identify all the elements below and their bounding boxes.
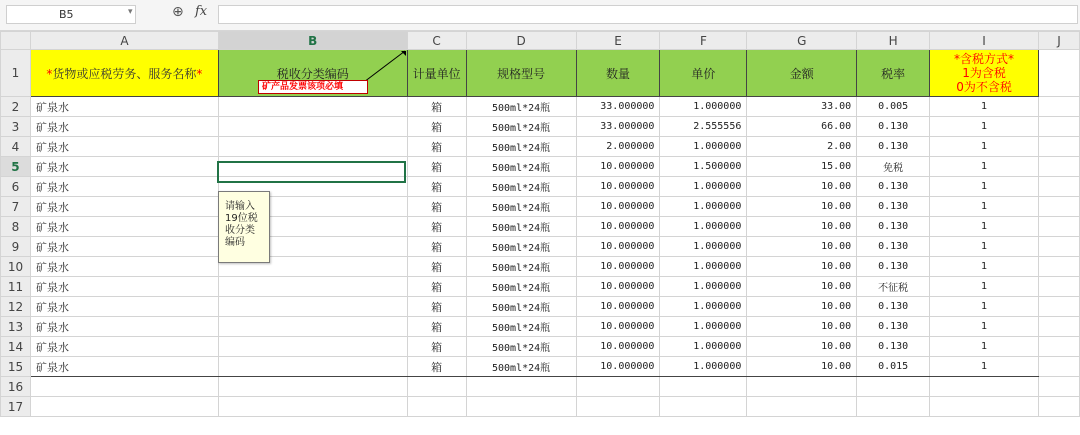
empty-cell[interactable] bbox=[747, 377, 857, 397]
cell-e[interactable]: 10.000000 bbox=[576, 237, 660, 257]
cell-f[interactable]: 1.000000 bbox=[660, 317, 747, 337]
cell-a[interactable]: 矿泉水 bbox=[30, 97, 218, 117]
cell-d[interactable]: 500ml*24瓶 bbox=[466, 317, 576, 337]
cell-c[interactable]: 箱 bbox=[407, 117, 466, 137]
tax-mode-line3: 0为不含税 bbox=[956, 80, 1012, 94]
empty-cell[interactable] bbox=[930, 377, 1039, 397]
cell-i[interactable]: 1 bbox=[930, 277, 1039, 297]
cell-d[interactable]: 500ml*24瓶 bbox=[466, 157, 576, 177]
empty-cell[interactable] bbox=[1038, 117, 1079, 137]
row-header[interactable]: 15 bbox=[1, 357, 31, 377]
required-mark: * bbox=[196, 66, 203, 81]
cell-f[interactable]: 1.000000 bbox=[660, 257, 747, 277]
cell-i[interactable]: 1 bbox=[930, 237, 1039, 257]
cell-d[interactable]: 500ml*24瓶 bbox=[466, 197, 576, 217]
empty-cell[interactable] bbox=[857, 397, 930, 417]
empty-cell[interactable] bbox=[1038, 217, 1079, 237]
cell-c[interactable]: 箱 bbox=[407, 177, 466, 197]
cell-d[interactable]: 500ml*24瓶 bbox=[466, 217, 576, 237]
cell-f[interactable]: 1.000000 bbox=[660, 277, 747, 297]
cell-f[interactable]: 1.000000 bbox=[660, 297, 747, 317]
cell-i[interactable]: 1 bbox=[930, 117, 1039, 137]
cell-d[interactable]: 500ml*24瓶 bbox=[466, 177, 576, 197]
formula-bar bbox=[0, 0, 1080, 31]
empty-cell[interactable] bbox=[857, 377, 930, 397]
fx-icon[interactable]: fx bbox=[195, 4, 208, 19]
cell-e[interactable]: 10.000000 bbox=[576, 217, 660, 237]
cell-c[interactable]: 箱 bbox=[407, 357, 466, 377]
cell-i[interactable]: 1 bbox=[930, 257, 1039, 277]
cell-h[interactable]: 0.130 bbox=[857, 297, 930, 317]
cell-g[interactable]: 10.00 bbox=[747, 217, 857, 237]
comment-line: 19位税 bbox=[225, 213, 258, 224]
empty-cell[interactable] bbox=[30, 397, 218, 417]
empty-cell[interactable] bbox=[1038, 277, 1079, 297]
header-cell-price[interactable]: 单价 bbox=[660, 50, 747, 97]
cell-e[interactable]: 10.000000 bbox=[576, 297, 660, 317]
cell-i[interactable]: 1 bbox=[930, 317, 1039, 337]
cell-g[interactable]: 10.00 bbox=[747, 197, 857, 217]
cell-h[interactable]: 0.130 bbox=[857, 257, 930, 277]
cell-g[interactable]: 10.00 bbox=[747, 357, 857, 377]
cell-g[interactable]: 10.00 bbox=[747, 337, 857, 357]
cell-f[interactable]: 1.000000 bbox=[660, 137, 747, 157]
cell-f[interactable]: 1.000000 bbox=[660, 197, 747, 217]
cell-e[interactable]: 33.000000 bbox=[576, 117, 660, 137]
cell-f[interactable]: 1.500000 bbox=[660, 157, 747, 177]
row-header[interactable]: 5 bbox=[1, 157, 31, 177]
empty-cell[interactable] bbox=[1038, 97, 1079, 117]
row-header[interactable]: 1 bbox=[1, 50, 31, 97]
cell-i[interactable]: 1 bbox=[930, 217, 1039, 237]
cell-i[interactable]: 1 bbox=[930, 157, 1039, 177]
cell-h[interactable]: 0.130 bbox=[857, 337, 930, 357]
column-header-f[interactable]: F bbox=[660, 32, 747, 50]
empty-cell[interactable] bbox=[407, 377, 466, 397]
name-box-value: B5 bbox=[59, 8, 74, 21]
required-mark: * bbox=[46, 66, 53, 81]
cell-a[interactable]: 矿泉水 bbox=[30, 237, 218, 257]
cell-e[interactable]: 10.000000 bbox=[576, 257, 660, 277]
column-header-g[interactable]: G bbox=[747, 32, 857, 50]
select-all-corner[interactable] bbox=[1, 32, 31, 50]
row-header[interactable]: 12 bbox=[1, 297, 31, 317]
cell-b[interactable] bbox=[218, 337, 407, 357]
cell-comment-note bbox=[218, 191, 270, 263]
cell-e[interactable]: 10.000000 bbox=[576, 337, 660, 357]
cell-c[interactable]: 箱 bbox=[407, 197, 466, 217]
empty-cell[interactable] bbox=[660, 377, 747, 397]
empty-cell[interactable] bbox=[1038, 317, 1079, 337]
cell-a[interactable]: 矿泉水 bbox=[30, 317, 218, 337]
cell-f[interactable]: 1.000000 bbox=[660, 237, 747, 257]
cell-a[interactable]: 矿泉水 bbox=[30, 217, 218, 237]
spreadsheet-grid bbox=[0, 31, 1080, 417]
empty-cell[interactable] bbox=[1038, 397, 1079, 417]
comment-line: 编码 bbox=[225, 237, 245, 248]
cell-i[interactable]: 1 bbox=[930, 97, 1039, 117]
cell-d[interactable]: 500ml*24瓶 bbox=[466, 257, 576, 277]
empty-cell[interactable] bbox=[1038, 357, 1079, 377]
required-tag: 矿产品发票该项必填 bbox=[258, 80, 368, 94]
cell-d[interactable]: 500ml*24瓶 bbox=[466, 117, 576, 137]
cell-c[interactable]: 箱 bbox=[407, 157, 466, 177]
cell-c[interactable]: 箱 bbox=[407, 97, 466, 117]
cell-h[interactable]: 不征税 bbox=[857, 277, 930, 297]
row-header[interactable]: 3 bbox=[1, 117, 31, 137]
empty-cell[interactable] bbox=[407, 397, 466, 417]
cell-b[interactable] bbox=[218, 317, 407, 337]
cell-d[interactable]: 500ml*24瓶 bbox=[466, 237, 576, 257]
cell-i[interactable]: 1 bbox=[930, 357, 1039, 377]
cell-g[interactable]: 66.00 bbox=[747, 117, 857, 137]
row-header[interactable]: 11 bbox=[1, 277, 31, 297]
cell-e[interactable]: 10.000000 bbox=[576, 357, 660, 377]
cell-b[interactable] bbox=[218, 277, 407, 297]
cell-a[interactable]: 矿泉水 bbox=[30, 337, 218, 357]
header-cell-unit[interactable]: 计量单位 bbox=[407, 50, 466, 97]
cell-g[interactable]: 15.00 bbox=[747, 157, 857, 177]
empty-cell[interactable] bbox=[1038, 50, 1079, 97]
column-header-a[interactable]: A bbox=[30, 32, 218, 50]
cell-a[interactable]: 矿泉水 bbox=[30, 117, 218, 137]
row-header[interactable]: 8 bbox=[1, 217, 31, 237]
cell-i[interactable]: 1 bbox=[930, 337, 1039, 357]
empty-cell[interactable] bbox=[930, 397, 1039, 417]
tax-mode-line1: *含税方式* bbox=[954, 52, 1015, 66]
empty-cell[interactable] bbox=[1038, 297, 1079, 317]
cell-h[interactable]: 0.130 bbox=[857, 237, 930, 257]
cell-a[interactable]: 矿泉水 bbox=[30, 257, 218, 277]
cell-e[interactable]: 10.000000 bbox=[576, 317, 660, 337]
cell-g[interactable]: 2.00 bbox=[747, 137, 857, 157]
empty-cell[interactable] bbox=[660, 397, 747, 417]
cell-h[interactable]: 0.005 bbox=[857, 97, 930, 117]
cell-g[interactable]: 10.00 bbox=[747, 277, 857, 297]
cell-c[interactable]: 箱 bbox=[407, 317, 466, 337]
cell-c[interactable]: 箱 bbox=[407, 337, 466, 357]
row-header[interactable]: 16 bbox=[1, 377, 31, 397]
cell-b[interactable] bbox=[218, 117, 407, 137]
cell-a[interactable]: 矿泉水 bbox=[30, 177, 218, 197]
cell-c[interactable]: 箱 bbox=[407, 217, 466, 237]
header-cell-tax-rate[interactable]: 税率 bbox=[857, 50, 930, 97]
column-header-e[interactable]: E bbox=[576, 32, 660, 50]
empty-cell[interactable] bbox=[466, 397, 576, 417]
cell-f[interactable]: 1.000000 bbox=[660, 337, 747, 357]
empty-cell[interactable] bbox=[466, 377, 576, 397]
cell-h[interactable]: 0.130 bbox=[857, 177, 930, 197]
empty-cell[interactable] bbox=[1038, 257, 1079, 277]
cell-g[interactable]: 10.00 bbox=[747, 237, 857, 257]
cell-b[interactable] bbox=[218, 157, 407, 177]
cell-f[interactable]: 1.000000 bbox=[660, 217, 747, 237]
zoom-icon[interactable]: ⊕ bbox=[172, 4, 184, 20]
cell-c[interactable]: 箱 bbox=[407, 137, 466, 157]
cell-h[interactable]: 免税 bbox=[857, 157, 930, 177]
cell-h[interactable]: 0.130 bbox=[857, 197, 930, 217]
header-cell-spec[interactable]: 规格型号 bbox=[466, 50, 576, 97]
cell-h[interactable]: 0.130 bbox=[857, 137, 930, 157]
cell-c[interactable]: 箱 bbox=[407, 297, 466, 317]
cell-g[interactable]: 10.00 bbox=[747, 177, 857, 197]
empty-cell[interactable] bbox=[218, 397, 407, 417]
comment-line: 收分类 bbox=[225, 225, 255, 236]
empty-cell[interactable] bbox=[1038, 157, 1079, 177]
cell-c[interactable]: 箱 bbox=[407, 257, 466, 277]
cell-b[interactable] bbox=[218, 357, 407, 377]
empty-cell[interactable] bbox=[576, 397, 660, 417]
cell-d[interactable]: 500ml*24瓶 bbox=[466, 97, 576, 117]
cell-i[interactable]: 1 bbox=[930, 197, 1039, 217]
row-header[interactable]: 9 bbox=[1, 237, 31, 257]
header-cell-quantity[interactable]: 数量 bbox=[576, 50, 660, 97]
cell-f[interactable]: 1.000000 bbox=[660, 177, 747, 197]
cell-i[interactable]: 1 bbox=[930, 137, 1039, 157]
header-cell-name[interactable] bbox=[30, 50, 218, 97]
cell-a[interactable]: 矿泉水 bbox=[30, 297, 218, 317]
tax-mode-line2: 1为含税 bbox=[962, 66, 1006, 80]
cell-a[interactable]: 矿泉水 bbox=[30, 157, 218, 177]
cell-h[interactable]: 0.130 bbox=[857, 217, 930, 237]
header-tax-code-label: 税收分类编码 bbox=[276, 66, 349, 81]
cell-g[interactable]: 10.00 bbox=[747, 257, 857, 277]
header-name-label: 货物或应税劳务、服务名称 bbox=[52, 66, 197, 81]
empty-cell[interactable] bbox=[576, 377, 660, 397]
cell-e[interactable]: 10.000000 bbox=[576, 157, 660, 177]
cell-f[interactable]: 1.000000 bbox=[660, 97, 747, 117]
name-box[interactable] bbox=[6, 5, 136, 24]
column-header-h[interactable]: H bbox=[857, 32, 930, 50]
column-header-b[interactable]: B bbox=[218, 32, 407, 50]
cell-e[interactable]: 10.000000 bbox=[576, 177, 660, 197]
cell-a[interactable]: 矿泉水 bbox=[30, 357, 218, 377]
cell-b[interactable] bbox=[218, 137, 407, 157]
cell-d[interactable]: 500ml*24瓶 bbox=[466, 137, 576, 157]
header-cell-tax-mode[interactable] bbox=[930, 50, 1039, 97]
formula-input[interactable] bbox=[218, 5, 1078, 24]
cell-d[interactable]: 500ml*24瓶 bbox=[466, 357, 576, 377]
cell-i[interactable]: 1 bbox=[930, 297, 1039, 317]
cell-d[interactable]: 500ml*24瓶 bbox=[466, 277, 576, 297]
empty-cell[interactable] bbox=[1038, 177, 1079, 197]
cell-e[interactable]: 2.000000 bbox=[576, 137, 660, 157]
cell-c[interactable]: 箱 bbox=[407, 237, 466, 257]
comment-line: 请输入 bbox=[225, 201, 255, 212]
cell-g[interactable]: 33.00 bbox=[747, 97, 857, 117]
cell-f[interactable]: 1.000000 bbox=[660, 357, 747, 377]
chevron-down-icon[interactable]: ▾ bbox=[128, 7, 133, 17]
row-header[interactable]: 2 bbox=[1, 97, 31, 117]
empty-cell[interactable] bbox=[747, 397, 857, 417]
cell-c[interactable]: 箱 bbox=[407, 277, 466, 297]
cell-g[interactable]: 10.00 bbox=[747, 317, 857, 337]
empty-cell[interactable] bbox=[1038, 197, 1079, 217]
cell-i[interactable]: 1 bbox=[930, 177, 1039, 197]
cell-b[interactable] bbox=[218, 97, 407, 117]
cell-a[interactable]: 矿泉水 bbox=[30, 277, 218, 297]
column-header-i[interactable]: I bbox=[930, 32, 1039, 50]
row-header[interactable]: 7 bbox=[1, 197, 31, 217]
cell-a[interactable]: 矿泉水 bbox=[30, 137, 218, 157]
cell-f[interactable]: 2.555556 bbox=[660, 117, 747, 137]
column-header-c[interactable]: C bbox=[407, 32, 466, 50]
cell-h[interactable]: 0.130 bbox=[857, 317, 930, 337]
cell-e[interactable]: 10.000000 bbox=[576, 277, 660, 297]
row-header[interactable]: 4 bbox=[1, 137, 31, 157]
cell-d[interactable]: 500ml*24瓶 bbox=[466, 297, 576, 317]
cell-h[interactable]: 0.130 bbox=[857, 117, 930, 137]
row-header[interactable]: 6 bbox=[1, 177, 31, 197]
header-cell-amount[interactable]: 金额 bbox=[747, 50, 857, 97]
empty-cell[interactable] bbox=[1038, 237, 1079, 257]
cell-h[interactable]: 0.015 bbox=[857, 357, 930, 377]
cell-e[interactable]: 33.000000 bbox=[576, 97, 660, 117]
cell-b[interactable] bbox=[218, 297, 407, 317]
row-header[interactable]: 17 bbox=[1, 397, 31, 417]
cell-e[interactable]: 10.000000 bbox=[576, 197, 660, 217]
row-header[interactable]: 13 bbox=[1, 317, 31, 337]
column-header-j[interactable]: J bbox=[1038, 32, 1079, 50]
empty-cell[interactable] bbox=[218, 377, 407, 397]
empty-cell[interactable] bbox=[1038, 377, 1079, 397]
empty-cell[interactable] bbox=[1038, 337, 1079, 357]
column-header-d[interactable]: D bbox=[466, 32, 576, 50]
cell-g[interactable]: 10.00 bbox=[747, 297, 857, 317]
empty-cell[interactable] bbox=[30, 377, 218, 397]
row-header[interactable]: 14 bbox=[1, 337, 31, 357]
cell-d[interactable]: 500ml*24瓶 bbox=[466, 337, 576, 357]
cell-a[interactable]: 矿泉水 bbox=[30, 197, 218, 217]
empty-cell[interactable] bbox=[1038, 137, 1079, 157]
row-header[interactable]: 10 bbox=[1, 257, 31, 277]
